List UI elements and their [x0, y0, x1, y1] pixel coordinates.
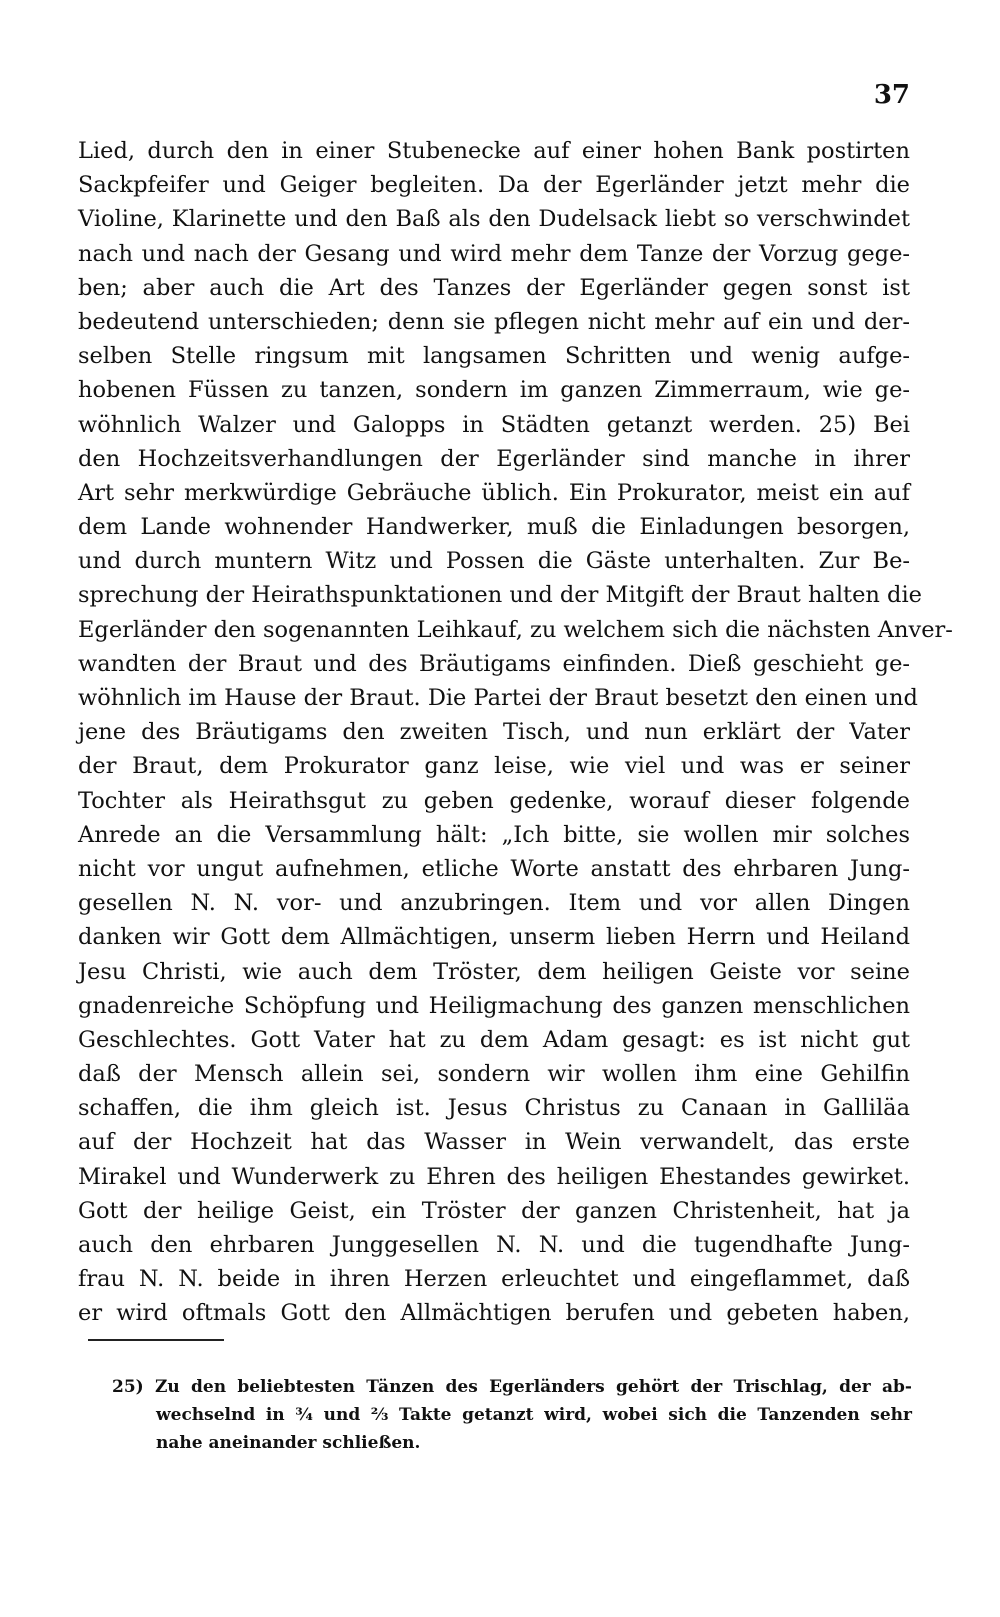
text-line: auf der Hochzeit hat das Wasser in Wein verwandelt, das erste — [78, 1129, 910, 1156]
footnote-divider — [88, 1339, 224, 1341]
text-line: Violine, Klarinette und den Baß als den Dudelsack liebt so verschwindet — [78, 206, 910, 233]
text-line: daß der Mensch allein sei, sondern wir wollen ihm eine Gehilfin — [78, 1061, 910, 1088]
text-line: Geschlechtes. Gott Vater hat zu dem Adam gesagt: es ist nicht gut — [78, 1026, 910, 1053]
text-line: Gott der heilige Geist, ein Tröster der ganzen Christenheit, hat ja — [78, 1197, 910, 1224]
text-line: Mirakel und Wunderwerk zu Ehren des heiligen Ehestandes gewirket. — [78, 1163, 910, 1190]
body-text — [78, 134, 953, 1331]
text-line: und durch muntern Witz und Possen die Gäste unterhalten. Zur Be- — [78, 548, 910, 575]
text-line: wandten der Braut und des Bräutigams einfinden. Dieß geschieht ge- — [78, 650, 910, 677]
footnote-line: nahe aneinander schließen. — [156, 1433, 421, 1453]
text-line: gnadenreiche Schöpfung und Heiligmachung des ganzen menschlichen — [78, 992, 910, 1019]
text-line: dem Lande wohnender Handwerker, muß die Einladungen besorgen, — [78, 514, 910, 541]
text-line: Sackpfeifer und Geiger begleiten. Da der Egerländer jetzt mehr die — [78, 172, 910, 199]
text-line: wöhnlich im Hause der Braut. Die Partei der Braut besetzt den einen und — [78, 685, 918, 711]
footnote-line: 25) Zu den beliebtesten Tänzen des Egerländers gehört der Trischlag, der ab- — [112, 1377, 912, 1397]
footnote-line: wechselnd in ¾ und ⅔ Takte getanzt wird, wobei sich die Tanzenden sehr — [156, 1405, 912, 1425]
text-line: auch den ehrbaren Junggesellen N. N. und die tugendhafte Jung- — [78, 1232, 910, 1258]
text-line: Jesu Christi, wie auch dem Tröster, dem heiligen Geiste vor seine — [78, 958, 910, 985]
text-line: wöhnlich Walzer und Galopps in Städten getanzt werden. 25) Bei — [78, 411, 910, 438]
text-line: schaffen, die ihm gleich ist. Jesus Christus zu Canaan in Galliläa — [78, 1095, 910, 1122]
text-line: nicht vor ungut aufnehmen, etliche Worte anstatt des ehrbaren Jung- — [78, 855, 910, 882]
text-line: selben Stelle ringsum mit langsamen Schritten und wenig aufge- — [78, 343, 910, 370]
text-line: jene des Bräutigams den zweiten Tisch, und nun erklärt der Vater — [78, 719, 910, 746]
text-line: frau N. N. beide in ihren Herzen erleuchtet und eingeflammet, daß — [78, 1266, 910, 1293]
footnote — [112, 1373, 912, 1457]
text-line: Egerländer den sogenannten Leihkauf, zu welchem sich die nächsten Anver- — [78, 616, 953, 643]
text-line: nach und nach der Gesang und wird mehr dem Tanze der Vorzug gege- — [78, 240, 910, 267]
text-line: ben; aber auch die Art des Tanzes der Egerländer gegen sonst ist — [78, 274, 910, 301]
text-line: er wird oftmals Gott den Allmächtigen berufen und gebeten haben, — [78, 1300, 910, 1327]
text-line: hobenen Füssen zu tanzen, sondern im ganzen Zimmerraum, wie ge- — [78, 377, 910, 404]
text-line: den Hochzeitsverhandlungen der Egerländer sind manche in ihrer — [78, 445, 910, 472]
text-line: bedeutend unterschieden; denn sie pflegen nicht mehr auf ein und der- — [78, 308, 910, 335]
text-line: danken wir Gott dem Allmächtigen, unserm lieben Herrn und Heiland — [78, 924, 910, 951]
text-line: Art sehr merkwürdige Gebräuche üblich. Ein Prokurator, meist ein auf — [78, 479, 910, 506]
page-number: 37 — [873, 80, 910, 110]
text-line: der Braut, dem Prokurator ganz leise, wie viel und was er seiner — [78, 753, 910, 780]
text-line: Anrede an die Versammlung hält: „Ich bitte, sie wollen mir solches — [78, 821, 910, 848]
text-line: Lied, durch den in einer Stubenecke auf einer hohen Bank postirten — [78, 138, 910, 164]
text-line: sprechung der Heirathspunktationen und der Mitgift der Braut halten die — [78, 582, 922, 609]
text-line: gesellen N. N. vor- und anzubringen. Item und vor allen Dingen — [78, 890, 910, 917]
text-line: Tochter als Heirathsgut zu geben gedenke, worauf dieser folgende — [78, 787, 910, 814]
